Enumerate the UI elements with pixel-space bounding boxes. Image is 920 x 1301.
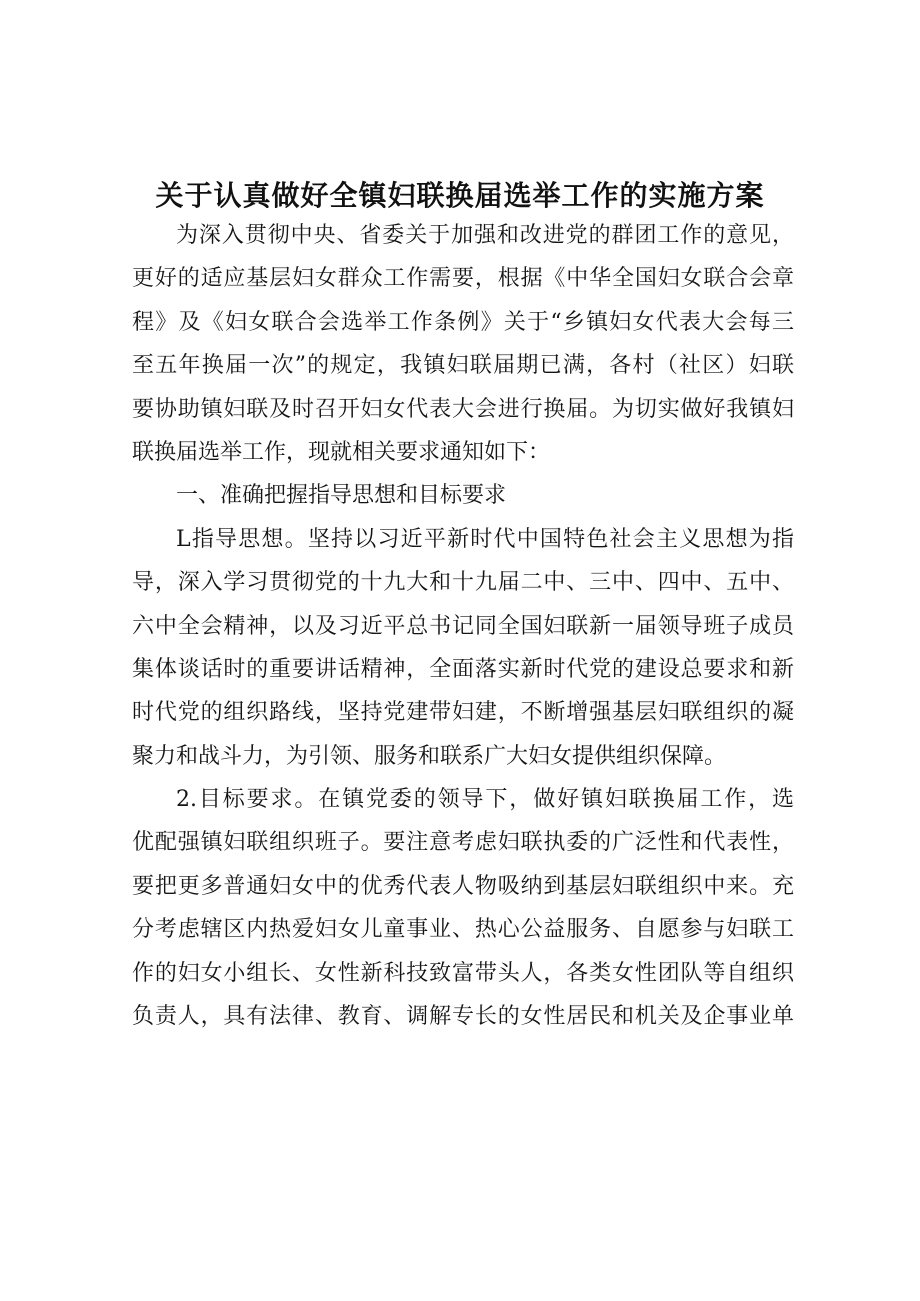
paragraph-line: 至五年换届一次”的规定，我镇妇联届期已满，各村（社区）妇联 [132, 353, 794, 379]
paragraph-line: 时代党的组织路线，坚持党建带妇建，不断增强基层妇联组织的凝 [132, 700, 794, 726]
section-heading: 一、准确把握指导思想和目标要求 [176, 483, 507, 509]
paragraph-line: 联换届选举工作，现就相关要求通知如下： [132, 439, 551, 465]
paragraph-line: 为深入贯彻中央、省委关于加强和改进党的群团工作的意见， [176, 223, 794, 248]
paragraph-line: 优配强镇妇联组织班子。要注意考虑妇联执委的广泛性和代表性， [132, 830, 794, 856]
paragraph-line: 六中全会精神，以及习近平总书记同全国妇联新一届领导班子成员 [132, 613, 794, 639]
paragraph-line: 2.目标要求。在镇党委的领导下，做好镇妇联换届工作，选 [176, 787, 794, 813]
paragraph-line: 作的妇女小组长、女性新科技致富带头人，各类女性团队等自组织 [132, 960, 794, 986]
paragraph-line: 集体谈话时的重要讲话精神，全面落实新时代党的建设总要求和新 [132, 656, 794, 682]
paragraph-line: 要把更多普通妇女中的优秀代表人物吸纳到基层妇联组织中来。充 [132, 873, 794, 899]
paragraph-line: 更好的适应基层妇女群众工作需要，根据《中华全国妇女联合会章 [132, 266, 794, 292]
document-body [132, 214, 794, 1038]
paragraph-line: 要协助镇妇联及时召开妇女代表大会进行换届。为切实做好我镇妇 [132, 396, 794, 422]
paragraph-line: 分考虑辖区内热爱妇女儿童事业、热心公益服务、自愿参与妇联工 [132, 917, 794, 943]
paragraph-line: 程》及《妇女联合会选举工作条例》关于“乡镇妇女代表大会每三 [132, 309, 794, 335]
paragraph-line: 导，深入学习贯彻党的十九大和十九届二中、三中、四中、五中、 [132, 570, 794, 596]
paragraph-line: 聚力和战斗力，为引领、服务和联系广大妇女提供组织保障。 [132, 743, 727, 769]
paragraph-line: L指导思想。坚持以习近平新时代中国特色社会主义思想为指 [176, 526, 794, 552]
document-title: 关于认真做好全镇妇联换届选举工作的实施方案 [155, 179, 765, 212]
paragraph-line: 负责人，具有法律、教育、调解专长的女性居民和机关及企事业单 [132, 1004, 794, 1030]
